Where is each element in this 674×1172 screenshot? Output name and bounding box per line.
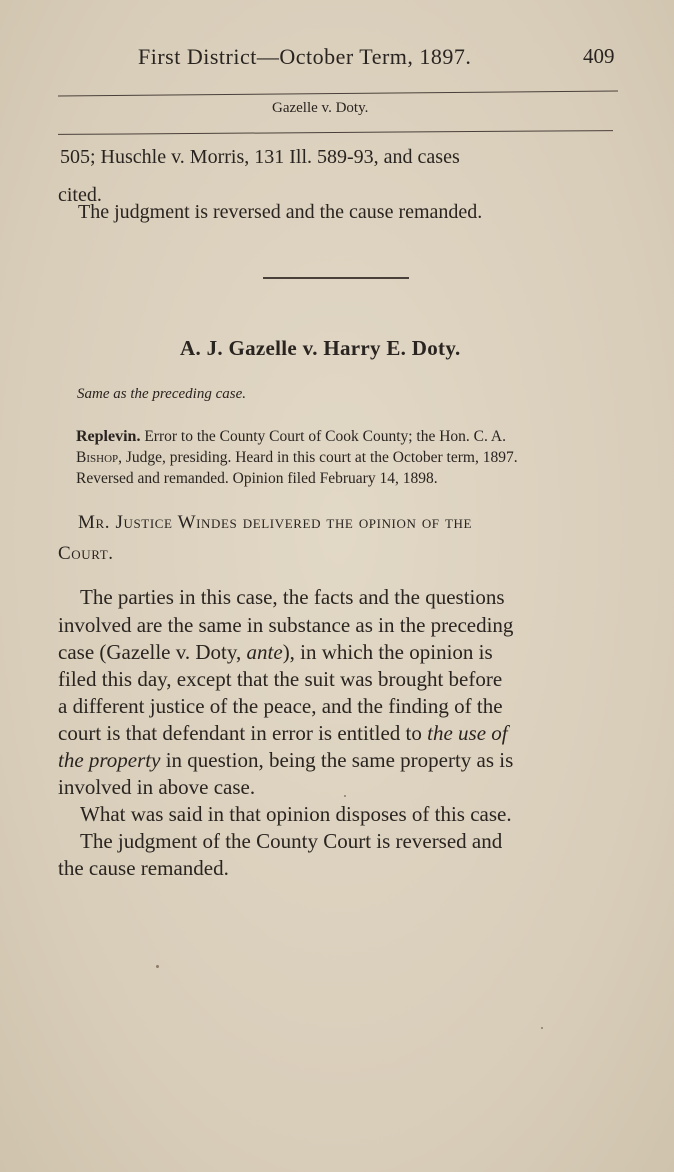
- subheader-rule: [58, 130, 613, 135]
- syllabus-line-3: Reversed and remanded. Opinion filed February 14, 1898.: [76, 470, 438, 487]
- paragraph-2: What was said in that opinion disposes of this case.: [80, 802, 512, 826]
- continuation-line-3: The judgment is reversed and the cause remanded.: [78, 201, 483, 223]
- case-title: A. J. Gazelle v. Harry E. Doty.: [180, 336, 461, 360]
- paragraph-1-line-1: The parties in this case, the facts and the questions: [80, 585, 505, 609]
- continuation-line-2: cited.: [58, 184, 102, 206]
- paragraph-1-line-7: [58, 748, 513, 773]
- syllabus-line-1: [76, 428, 506, 446]
- p1-l3-text-b: ), in which the opinion is: [282, 640, 493, 664]
- p1-l6-text: court is that defendant in error is entitled to: [58, 721, 428, 745]
- paragraph-1-line-5: a different justice of the peace, and the finding of the: [58, 694, 503, 718]
- paper-speck: [156, 965, 159, 968]
- paragraph-1-line-8: involved in above case.: [58, 775, 256, 799]
- paragraph-1-line-4: filed this day, except that the suit was brought before: [58, 667, 503, 691]
- running-subheading: Gazelle v. Doty.: [272, 100, 369, 116]
- paragraph-1-line-6: [58, 721, 508, 746]
- paragraph-1-line-3: [58, 640, 493, 665]
- syllabus-text-2: , Judge, presiding. Heard in this court at the October term, 1897.: [118, 449, 518, 466]
- syllabus-text-1: Error to the County Court of Cook County; the Hon. C. A.: [144, 428, 506, 445]
- running-head-title: First District—October Term, 1897.: [138, 44, 472, 69]
- paragraph-3-line-2: the cause remanded.: [58, 856, 229, 880]
- syllabus-line-2: [76, 449, 518, 467]
- section-divider: [263, 277, 409, 279]
- continuation-line-1: 505; Huschle v. Morris, 131 Ill. 589-93, and cases: [60, 146, 460, 168]
- paragraph-1-line-2: involved are the same in substance as in the preceding: [58, 613, 514, 637]
- header-rule: [58, 91, 618, 97]
- p1-l7-text: in question, being the same property as is: [160, 748, 514, 772]
- page-number: 409: [583, 44, 615, 68]
- paragraph-3-line-1: The judgment of the County Court is reversed and: [80, 829, 503, 853]
- paper-speck: [541, 1027, 543, 1029]
- p1-l6-italic: the use of: [427, 721, 508, 745]
- opinion-heading-line-2: Court.: [58, 543, 114, 564]
- p1-l7-italic: the property: [58, 748, 161, 772]
- paper-speck: [344, 795, 346, 797]
- syllabus-label: Replevin.: [76, 428, 141, 445]
- judge-name: Bishop: [76, 449, 119, 466]
- p1-l3-text-a: case (Gazelle v. Doty,: [58, 640, 247, 664]
- p1-l3-italic: ante: [246, 640, 283, 664]
- case-note: Same as the preceding case.: [77, 386, 246, 402]
- opinion-heading-line-1: Mr. Justice Windes delivered the opinion of the: [78, 512, 473, 533]
